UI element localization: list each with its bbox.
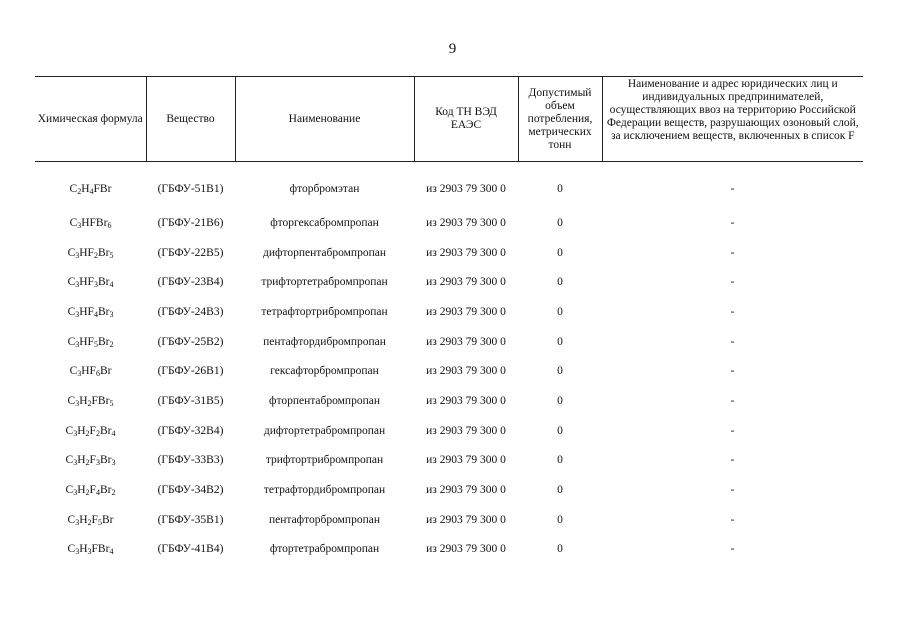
formula-element: C <box>67 543 76 556</box>
formula-element: FBr <box>91 394 110 407</box>
cell-substance: (ГБФУ-24В3) <box>157 305 224 318</box>
cell-substance: (ГБФУ-35В1) <box>157 513 224 526</box>
cell-name: пентафторбромпропан <box>269 513 380 526</box>
table-row <box>35 475 863 505</box>
cell-name: фтортетрабромпропан <box>269 543 380 556</box>
table-row <box>35 297 863 327</box>
formula-subscript: 3 <box>73 458 78 468</box>
cell-name: тетрафтордибромпропан <box>263 484 386 497</box>
cell-formula <box>35 162 146 209</box>
formula-subscript: 2 <box>87 517 92 527</box>
cell-code: из 2903 79 300 0 <box>426 246 506 259</box>
cell-formula <box>35 297 146 327</box>
formula-element: C <box>65 424 74 437</box>
cell-substance: (ГБФУ-41В4) <box>157 543 224 556</box>
formula-subscript: 3 <box>73 488 78 498</box>
cell-substance: (ГБФУ-26В1) <box>157 365 224 378</box>
header-code: Код ТН ВЭД ЕАЭС <box>414 77 518 162</box>
formula-subscript: 4 <box>109 280 114 290</box>
formula-subscript: 5 <box>109 250 114 260</box>
formula-subscript: 3 <box>75 517 80 527</box>
header-formula: Химическая формула <box>35 77 146 162</box>
cell-substance: (ГБФУ-33В3) <box>157 454 224 467</box>
substances-table <box>35 76 863 564</box>
formula-subscript: 4 <box>89 187 94 196</box>
header-row <box>35 77 863 162</box>
table-row <box>35 356 863 386</box>
formula-element: C <box>67 305 76 318</box>
cell-allowed-consumption: 0 <box>557 365 563 378</box>
table-row <box>35 327 863 357</box>
formula-subscript: 2 <box>85 428 90 438</box>
formula-subscript: 3 <box>95 458 100 468</box>
cell-importers: - <box>730 246 735 259</box>
formula-subscript: 2 <box>95 428 100 438</box>
cell-formula <box>35 446 146 476</box>
cell-substance: (ГБФУ-51В1) <box>157 183 224 195</box>
formula-subscript: 3 <box>75 309 80 319</box>
cell-substance: (ГБФУ-21В6) <box>157 216 224 229</box>
cell-substance: (ГБФУ-32В4) <box>157 424 224 437</box>
formula-element: FBr <box>93 183 112 195</box>
formula-subscript: 4 <box>93 309 98 319</box>
formula-element: H <box>79 543 88 556</box>
formula-element: C <box>69 183 78 195</box>
formula-element: H <box>79 394 88 407</box>
formula-subscript: 4 <box>95 488 100 498</box>
cell-code: из 2903 79 300 0 <box>426 394 506 407</box>
cell-formula <box>35 208 146 238</box>
formula-element: HF <box>79 305 94 318</box>
formula-element: C <box>67 394 76 407</box>
formula-element: C <box>65 454 74 467</box>
formula-subscript: 5 <box>97 517 102 527</box>
formula-subscript: 3 <box>75 547 80 557</box>
cell-code: из 2903 79 300 0 <box>426 513 506 526</box>
formula-subscript: 2 <box>87 398 92 408</box>
cell-formula <box>35 356 146 386</box>
header-allowed-consumption: Допустимый объем потребления, метрических тонн <box>518 77 602 162</box>
cell-code: из 2903 79 300 0 <box>426 484 506 497</box>
formula-element: H <box>77 424 86 437</box>
formula-element: C <box>65 484 74 497</box>
table-row <box>35 267 863 297</box>
cell-formula <box>35 416 146 446</box>
formula-subscript: 3 <box>109 309 114 319</box>
cell-allowed-consumption: 0 <box>557 424 563 437</box>
cell-allowed-consumption: 0 <box>557 276 563 289</box>
formula-element: C <box>67 513 76 526</box>
formula-subscript: 5 <box>109 398 114 408</box>
formula-element: HF <box>79 335 94 348</box>
cell-substance: (ГБФУ-23В4) <box>157 276 224 289</box>
cell-importers: - <box>730 454 735 467</box>
formula-element: Br <box>97 305 110 318</box>
cell-code: из 2903 79 300 0 <box>426 335 506 348</box>
formula-element: H <box>77 484 86 497</box>
cell-allowed-consumption: 0 <box>557 454 563 467</box>
table-row <box>35 535 863 565</box>
cell-formula <box>35 238 146 268</box>
cell-allowed-consumption: 0 <box>557 543 563 556</box>
cell-importers: - <box>730 484 735 497</box>
formula-subscript: 3 <box>87 547 92 557</box>
formula-element: C <box>69 216 78 229</box>
formula-subscript: 3 <box>75 398 80 408</box>
header-importers: Наименование и адрес юридических лиц и индивидуальных предпринимателей, осуществляющих ввоз на территорию Российской Федерации веществ, разрушающих озоновый слой, за исключением веществ, включенных в список F <box>602 77 863 162</box>
formula-element: F <box>91 513 98 526</box>
cell-importers: - <box>730 305 735 318</box>
formula-subscript: 3 <box>77 369 82 379</box>
formula-subscript: 2 <box>93 250 98 260</box>
cell-allowed-consumption: 0 <box>557 513 563 526</box>
cell-name: фторпентабромпропан <box>269 394 380 407</box>
formula-element: FBr <box>91 543 110 556</box>
cell-formula <box>35 386 146 416</box>
formula-subscript: 4 <box>109 547 114 557</box>
cell-substance: (ГБФУ-22В5) <box>157 246 224 259</box>
formula-subscript: 3 <box>75 250 80 260</box>
cell-formula <box>35 327 146 357</box>
formula-element: H <box>77 454 86 467</box>
cell-code: из 2903 79 300 0 <box>426 454 506 467</box>
table-body <box>35 162 863 565</box>
page-number: 9 <box>448 41 457 57</box>
cell-substance: (ГБФУ-31В5) <box>157 394 224 407</box>
cell-substance: (ГБФУ-34В2) <box>157 484 224 497</box>
formula-subscript: 4 <box>111 428 116 438</box>
cell-name: фторбромэтан <box>289 183 360 195</box>
formula-element: Br <box>99 454 112 467</box>
cell-allowed-consumption: 0 <box>557 394 563 407</box>
cell-formula <box>35 267 146 297</box>
cell-code: из 2903 79 300 0 <box>426 276 506 289</box>
cell-allowed-consumption: 0 <box>557 216 563 229</box>
formula-element: C <box>67 276 76 289</box>
formula-subscript: 5 <box>93 339 98 349</box>
formula-subscript: 3 <box>73 428 78 438</box>
cell-formula <box>35 535 146 565</box>
cell-code: из 2903 79 300 0 <box>426 543 506 556</box>
cell-formula <box>35 475 146 505</box>
cell-name: дифторпентабромпропан <box>263 246 386 259</box>
table-row <box>35 505 863 535</box>
formula-element: Br <box>99 365 112 378</box>
table-row <box>35 386 863 416</box>
cell-name: тетрафтортрибромпропан <box>261 305 388 318</box>
cell-allowed-consumption: 0 <box>557 335 563 348</box>
header-name: Наименование <box>235 77 414 162</box>
substances-table-container <box>35 76 863 564</box>
formula-element: HF <box>79 246 94 259</box>
cell-code: из 2903 79 300 0 <box>426 424 506 437</box>
table-row <box>35 446 863 476</box>
formula-element: HF <box>81 365 96 378</box>
formula-element: HF <box>79 276 94 289</box>
cell-importers: - <box>730 543 735 556</box>
cell-allowed-consumption: 0 <box>557 305 563 318</box>
cell-importers: - <box>730 276 735 289</box>
table-header <box>35 77 863 162</box>
formula-element: Br <box>97 335 110 348</box>
formula-element: Br <box>99 484 112 497</box>
cell-name: пентафтордибромпропан <box>263 335 386 348</box>
formula-element: H <box>79 513 88 526</box>
cell-importers: - <box>730 183 735 195</box>
table-row <box>35 208 863 238</box>
cell-name: гексафторбромпропан <box>270 365 379 378</box>
formula-subscript: 3 <box>77 220 82 230</box>
cell-code: из 2903 79 300 0 <box>426 216 506 229</box>
formula-element: F <box>89 424 96 437</box>
formula-subscript: 3 <box>93 280 98 290</box>
formula-subscript: 2 <box>85 488 90 498</box>
cell-allowed-consumption: 0 <box>557 246 563 259</box>
table-row <box>35 162 863 209</box>
cell-importers: - <box>730 424 735 437</box>
formula-subscript: 2 <box>85 458 90 468</box>
cell-allowed-consumption: 0 <box>557 484 563 497</box>
header-substance: Вещество <box>146 77 235 162</box>
cell-importers: - <box>730 365 735 378</box>
cell-name: дифтортетрабромпропан <box>263 424 386 437</box>
formula-subscript: 3 <box>75 280 80 290</box>
formula-subscript: 6 <box>95 369 100 379</box>
formula-element: Br <box>97 276 110 289</box>
formula-element: Br <box>97 246 110 259</box>
cell-importers: - <box>730 513 735 526</box>
cell-importers: - <box>730 216 735 229</box>
cell-name: фторгексабромпропан <box>270 216 379 229</box>
cell-importers: - <box>730 335 735 348</box>
cell-name: трифтортетрабромпропан <box>261 276 388 289</box>
formula-element: Br <box>101 513 114 526</box>
table-row <box>35 416 863 446</box>
formula-element: C <box>69 365 78 378</box>
formula-element: Br <box>99 424 112 437</box>
formula-element: H <box>81 183 90 195</box>
formula-subscript: 6 <box>107 220 112 230</box>
cell-allowed-consumption: 0 <box>557 183 563 195</box>
cell-importers: - <box>730 394 735 407</box>
cell-substance: (ГБФУ-25В2) <box>157 335 224 348</box>
formula-element: F <box>89 454 96 467</box>
cell-name: трифтортрибромпропан <box>265 454 384 467</box>
formula-subscript: 3 <box>111 458 116 468</box>
formula-element: F <box>89 484 96 497</box>
cell-formula <box>35 505 146 535</box>
formula-subscript: 2 <box>77 187 82 196</box>
formula-subscript: 3 <box>75 339 80 349</box>
formula-element: C <box>67 335 76 348</box>
cell-code: из 2903 79 300 0 <box>426 305 506 318</box>
table-row <box>35 238 863 268</box>
formula-element: HFBr <box>81 216 108 229</box>
formula-element: C <box>67 246 76 259</box>
formula-subscript: 2 <box>111 488 116 498</box>
cell-code: из 2903 79 300 0 <box>426 365 506 378</box>
cell-code: из 2903 79 300 0 <box>426 183 506 195</box>
formula-subscript: 2 <box>109 339 114 349</box>
